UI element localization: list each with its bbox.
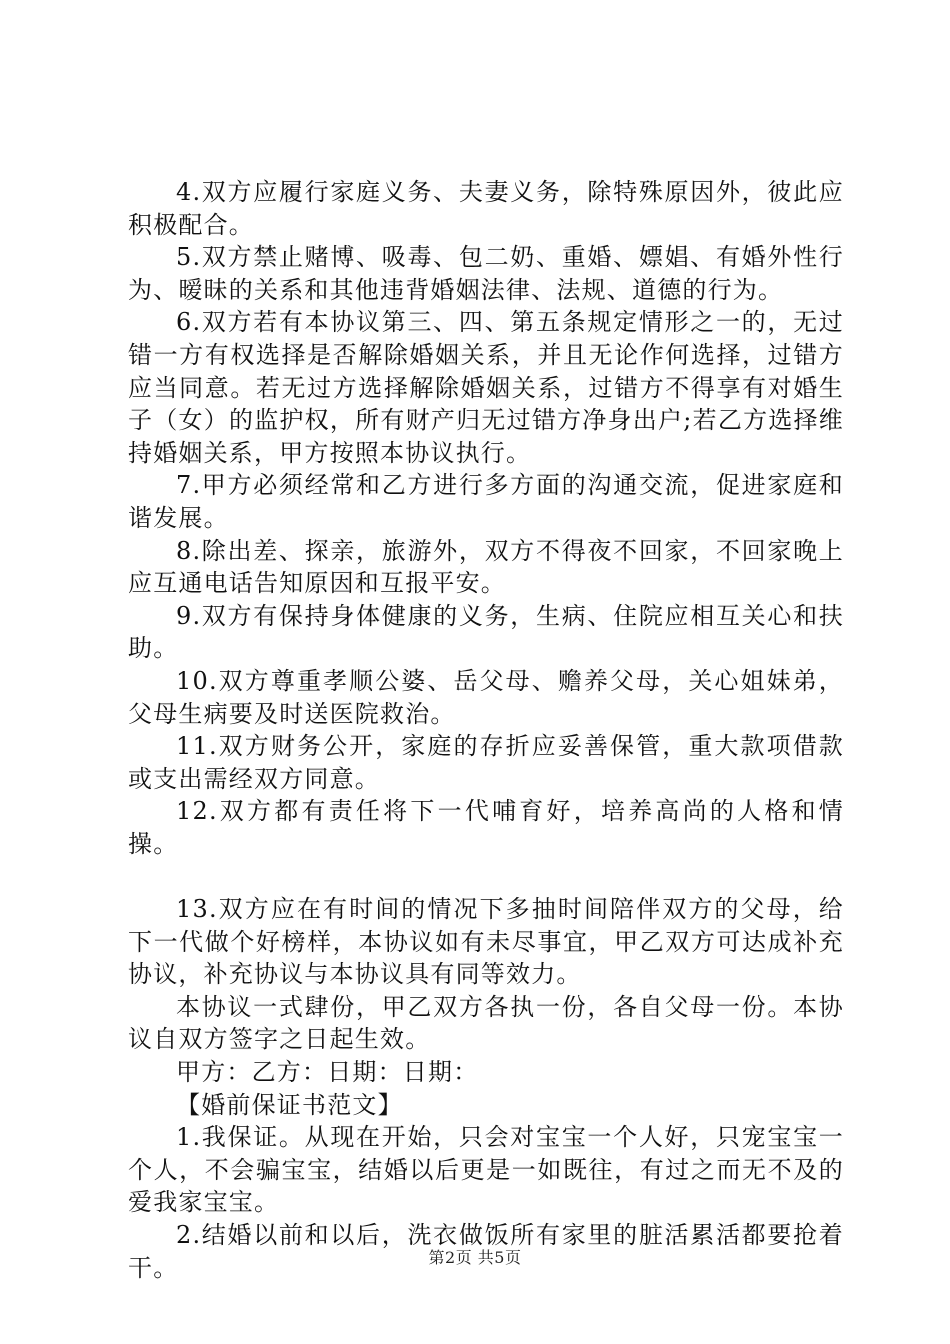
- clause-9: 9.双方有保持身体健康的义务，生病、住院应相互关心和扶助。: [128, 601, 844, 663]
- effective-clause: 本协议一式肆份，甲乙双方各执一份，各自父母一份。本协议自双方签字之日起生效。: [128, 992, 844, 1054]
- pledge-1: 1.我保证。从现在开始，只会对宝宝一个人好，只宠宝宝一个人，不会骗宝宝，结婚以后更是一如既往，有过之而无不及的爱我家宝宝。: [128, 1123, 844, 1217]
- clause-4: 4.双方应履行家庭义务、夫妻义务，除特殊原因外，彼此应积极配合。: [128, 178, 844, 239]
- clause-5: 5.双方禁止赌博、吸毒、包二奶、重婚、嫖娼、有婚外性行为、暧昧的关系和其他违背婚姻法律、法规、道德的行为。: [128, 243, 844, 304]
- clause-10: 10.双方尊重孝顺公婆、岳父母、赡养父母，关心姐妹弟，父母生病要及时送医院救治。: [128, 666, 844, 728]
- clause-6: 6.双方若有本协议第三、四、第五条规定情形之一的，无过错一方有权选择是否解除婚姻关系，并且无论作何选择，过错方应当同意。若无过方选择解除婚姻关系，过错方不得享有对婚生子（女）的监护权，所有财产归无过错方净身出户;若乙方选择维持婚姻关系，甲方按照本协议执行。: [128, 308, 844, 467]
- pledge-2: 2.结婚以前和以后，洗衣做饭所有家里的脏活累活都要抢着干。: [128, 1221, 844, 1282]
- clause-8: 8.除出差、探亲，旅游外，双方不得夜不回家，不回家晚上应互通电话告知原因和互报平安。: [128, 536, 844, 598]
- clause-13: 13.双方应在有时间的情况下多抽时间陪伴双方的父母，给下一代做个好榜样，本协议如有未尽事宜，甲乙双方可达成补充协议，补充协议与本协议具有同等效力。: [128, 895, 844, 989]
- clause-7: 7.甲方必须经常和乙方进行多方面的沟通交流，促进家庭和谐发展。: [128, 471, 844, 532]
- document-body: [128, 176, 844, 1284]
- signature-line: 甲方：乙方：日期：日期：: [176, 1058, 479, 1087]
- paragraph-gap: [128, 860, 844, 893]
- page-number-footer: 第2页 共5页: [428, 1248, 522, 1267]
- clause-12: 12.双方都有责任将下一代哺育好，培养高尚的人格和情操。: [128, 797, 844, 858]
- section-heading: 【婚前保证书范文】: [176, 1090, 403, 1119]
- clause-11: 11.双方财务公开，家庭的存折应妥善保管，重大款项借款或支出需经双方同意。: [128, 732, 844, 793]
